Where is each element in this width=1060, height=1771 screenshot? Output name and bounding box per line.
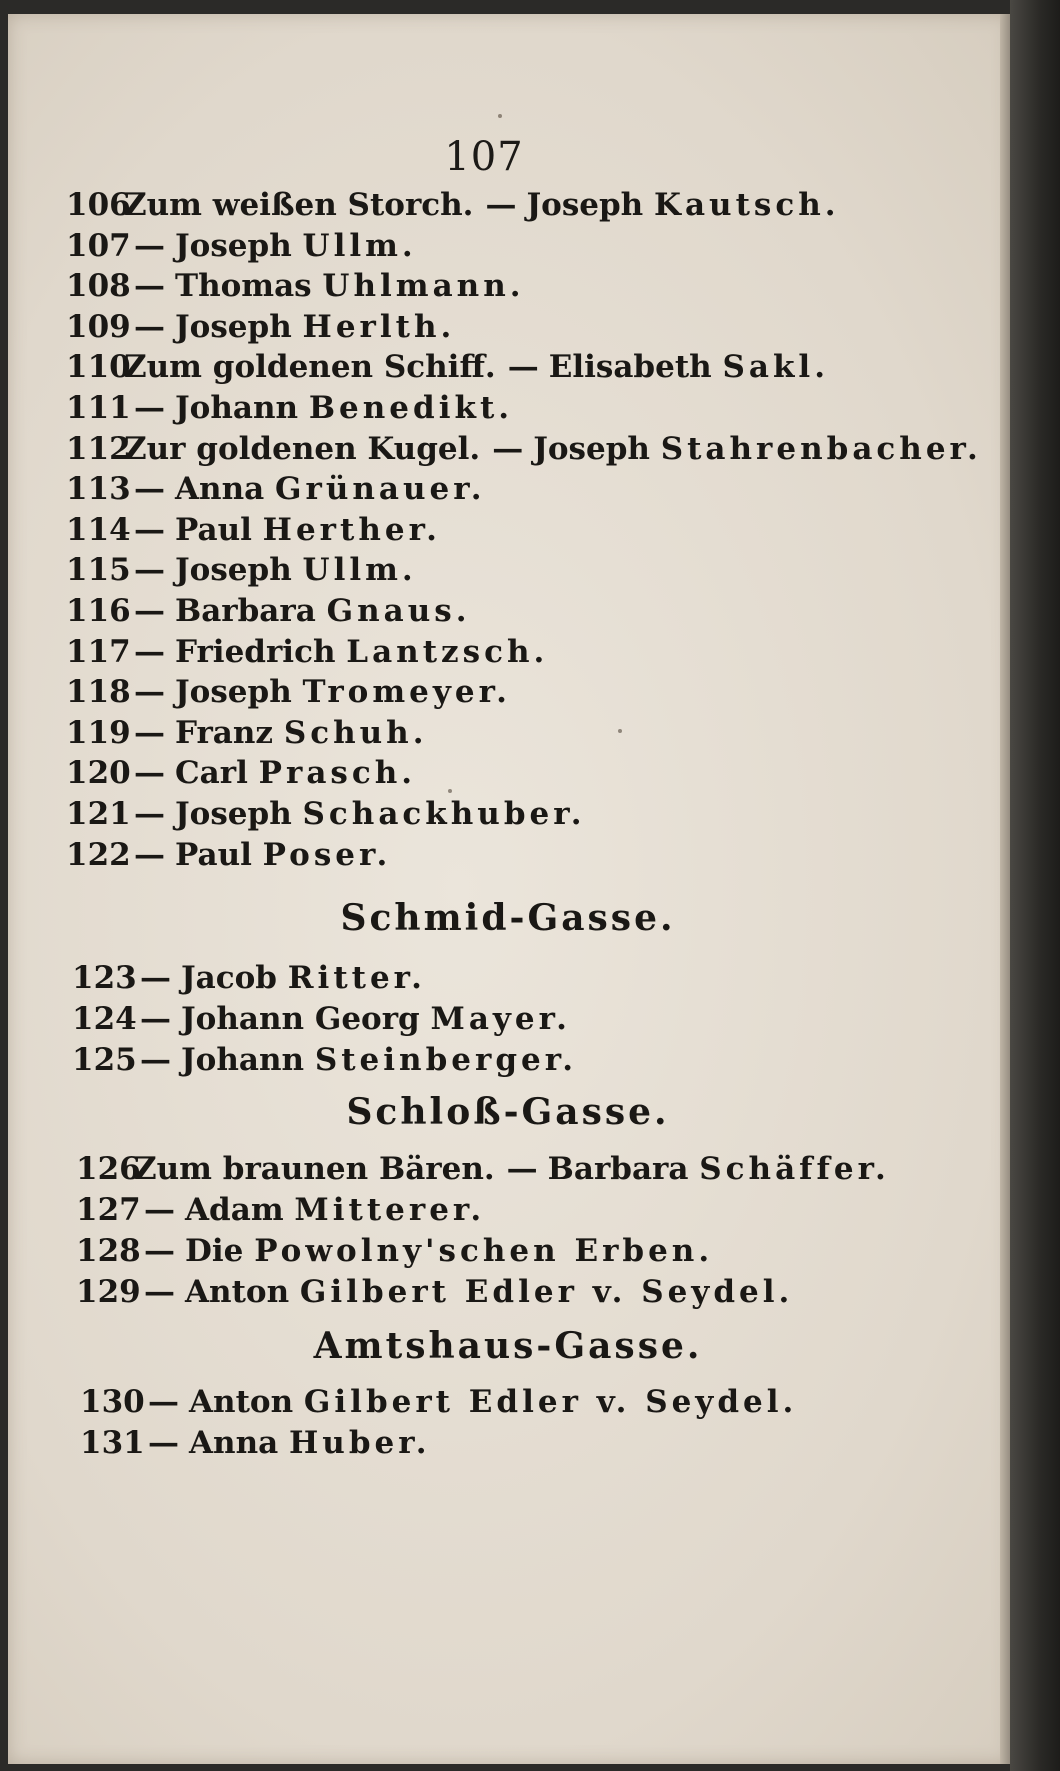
entry-surname: Mitterer. — [294, 1192, 486, 1228]
entry-number: 120 — [66, 755, 131, 792]
entry-house-name: Zum goldenen Schiff. — [124, 349, 496, 386]
entry-dash: — — [134, 836, 165, 873]
entry-dash: — — [144, 1192, 175, 1228]
entry-house-name: Zur goldenen Kugel. — [124, 430, 481, 467]
entry-given-name: Die — [185, 1233, 255, 1269]
entry-number: 118 — [66, 674, 131, 711]
entry-dash: — — [485, 187, 517, 223]
entry-given-name: Joseph — [175, 308, 303, 345]
entry-number: 129 — [76, 1274, 141, 1310]
page-number: 107 — [444, 134, 524, 180]
entry-number: 124 — [72, 1001, 137, 1037]
entry-line — [80, 1384, 797, 1428]
entry-surname: Gnaus. — [326, 593, 471, 629]
entry-number: 126 — [76, 1151, 141, 1187]
entry-number: 119 — [66, 714, 131, 751]
entry-line — [66, 674, 511, 718]
section-heading-schloss-gasse: Schloß-Gasse. — [346, 1091, 670, 1133]
entry-given-name: Barbara — [175, 593, 327, 629]
book-page — [8, 14, 1010, 1764]
entry-dash: — — [134, 471, 165, 508]
entry-number: 125 — [72, 1042, 137, 1078]
entry-dash: — — [134, 511, 165, 548]
entry-surname: Lantzsch. — [346, 633, 549, 670]
entry-number: 109 — [66, 308, 131, 345]
entry-given-name: Barbara — [547, 1151, 700, 1187]
entry-given-name: Joseph — [175, 552, 303, 589]
entry-given-name: Johann — [181, 1042, 315, 1078]
entry-dash: — — [134, 308, 165, 345]
entry-dash: — — [140, 1001, 171, 1037]
entry-surname: Sakl. — [722, 349, 830, 386]
entry-surname: Ullm. — [302, 227, 417, 264]
entry-surname: Poser. — [262, 836, 392, 873]
entry-line — [76, 1151, 890, 1195]
entry-surname: Prasch. — [258, 755, 417, 792]
entry-line — [72, 1001, 571, 1045]
entry-dash: — — [134, 755, 165, 792]
entry-number: 131 — [80, 1425, 145, 1461]
entry-surname: Stahrenbacher. — [660, 430, 982, 467]
entry-dash: — — [134, 552, 165, 589]
entry-number: 121 — [66, 796, 131, 832]
entry-line — [66, 634, 548, 678]
entry-given-name: Anton — [185, 1274, 300, 1310]
entry-dash: — — [140, 1042, 171, 1078]
entry-line — [80, 1425, 431, 1469]
entry-line — [66, 593, 471, 637]
entry-given-name: Joseph — [175, 796, 303, 832]
entry-given-name: Joseph — [526, 187, 655, 223]
entry-dash: — — [492, 430, 524, 467]
entry-surname: Mayer. — [430, 1001, 571, 1037]
entry-surname: Steinberger. — [314, 1042, 577, 1078]
entry-surname: Grünauer. — [275, 471, 486, 508]
entry-number: 127 — [76, 1192, 141, 1228]
entry-line — [66, 349, 829, 393]
entry-dash: — — [506, 1151, 538, 1187]
entry-surname: Gilbert Edler v. Seydel. — [303, 1384, 798, 1420]
entry-line — [66, 309, 455, 353]
entry-given-name: Joseph — [533, 430, 661, 467]
entry-line — [66, 755, 416, 799]
entry-number: 113 — [66, 471, 131, 508]
entry-number: 115 — [66, 552, 131, 589]
entry-dash: — — [140, 960, 171, 996]
entry-dash: — — [134, 714, 165, 751]
entry-surname: Gilbert Edler v. Seydel. — [299, 1274, 794, 1310]
entry-line — [76, 1192, 485, 1236]
entry-number: 111 — [66, 390, 131, 426]
entry-line — [66, 837, 391, 881]
entry-line — [66, 796, 586, 840]
entry-surname: Schuh. — [283, 714, 428, 751]
paper-fleck — [448, 789, 452, 793]
entry-given-name: Joseph — [175, 227, 303, 264]
entry-given-name: Elisabeth — [548, 349, 723, 386]
entry-line — [66, 431, 982, 475]
entry-number: 116 — [66, 593, 131, 629]
entry-given-name: Anna — [189, 1425, 290, 1461]
entry-line — [66, 512, 441, 556]
entry-dash: — — [134, 593, 165, 629]
entry-number: 106 — [66, 187, 131, 223]
entry-line — [66, 268, 525, 312]
entry-line — [66, 228, 417, 272]
entry-line — [76, 1233, 713, 1277]
entry-surname: Benedikt. — [308, 390, 514, 426]
entry-number: 117 — [66, 633, 131, 670]
entry-given-name: Jacob — [181, 960, 288, 996]
entry-surname: Ritter. — [287, 960, 426, 996]
entry-given-name: Johann Georg — [181, 1001, 431, 1037]
entry-surname: Powolny'schen Erben. — [254, 1233, 714, 1269]
entry-line — [76, 1274, 793, 1318]
section-heading-schmid-gasse: Schmid-Gasse. — [340, 897, 676, 939]
book-binding — [1010, 0, 1060, 1771]
entry-given-name: Joseph — [175, 674, 303, 711]
entry-number: 128 — [76, 1233, 141, 1269]
entry-line — [72, 960, 426, 1004]
entry-dash: — — [144, 1274, 175, 1310]
entry-given-name: Paul — [175, 511, 263, 548]
entry-surname: Ullm. — [302, 552, 417, 589]
entry-given-name: Friedrich — [175, 633, 347, 670]
entry-number: 112 — [66, 430, 131, 467]
entry-surname: Schäffer. — [699, 1151, 890, 1187]
entry-line — [66, 390, 513, 434]
entry-number: 108 — [66, 268, 131, 305]
entry-surname: Kautsch. — [654, 187, 840, 223]
entry-dash: — — [134, 633, 165, 670]
entry-surname: Schackhuber. — [302, 796, 586, 832]
entry-given-name: Thomas — [175, 268, 323, 305]
entry-given-name: Franz — [175, 714, 284, 751]
entry-line — [66, 552, 417, 596]
entry-number: 107 — [66, 227, 131, 264]
entry-number: 122 — [66, 836, 131, 873]
entry-given-name: Anton — [189, 1384, 304, 1420]
entry-given-name: Anna — [175, 471, 276, 508]
entry-dash: — — [134, 674, 165, 711]
entry-given-name: Carl — [175, 755, 259, 792]
entry-number: 110 — [66, 349, 131, 386]
entry-line — [66, 715, 428, 759]
entry-number: 130 — [80, 1384, 145, 1420]
entry-given-name: Adam — [185, 1192, 295, 1228]
entry-number: 123 — [72, 960, 137, 996]
entry-dash: — — [134, 390, 165, 426]
entry-surname: Huber. — [289, 1425, 431, 1461]
entry-given-name: Johann — [175, 390, 309, 426]
section-heading-amtshaus-gasse: Amtshaus-Gasse. — [313, 1325, 703, 1367]
entry-dash: — — [144, 1233, 175, 1269]
entry-house-name: Zum weißen Storch. — [124, 187, 474, 223]
entry-given-name: Paul — [175, 836, 263, 873]
paper-fleck — [618, 729, 622, 733]
entry-surname: Tromeyer. — [302, 674, 511, 711]
entry-dash: — — [148, 1384, 179, 1420]
entry-line — [66, 187, 840, 231]
paper-fleck — [498, 114, 502, 118]
entry-dash: — — [134, 227, 165, 264]
entry-number: 114 — [66, 511, 131, 548]
entry-dash: — — [134, 268, 165, 305]
entry-dash: — — [507, 349, 539, 386]
entry-dash: — — [134, 796, 165, 832]
entry-dash: — — [148, 1425, 179, 1461]
entry-line — [72, 1042, 577, 1086]
entry-line — [66, 471, 486, 515]
entry-surname: Herlth. — [302, 308, 456, 345]
entry-house-name: Zum braunen Bären. — [134, 1151, 495, 1187]
entry-surname: Uhlmann. — [322, 268, 525, 305]
entry-surname: Herther. — [262, 511, 441, 548]
